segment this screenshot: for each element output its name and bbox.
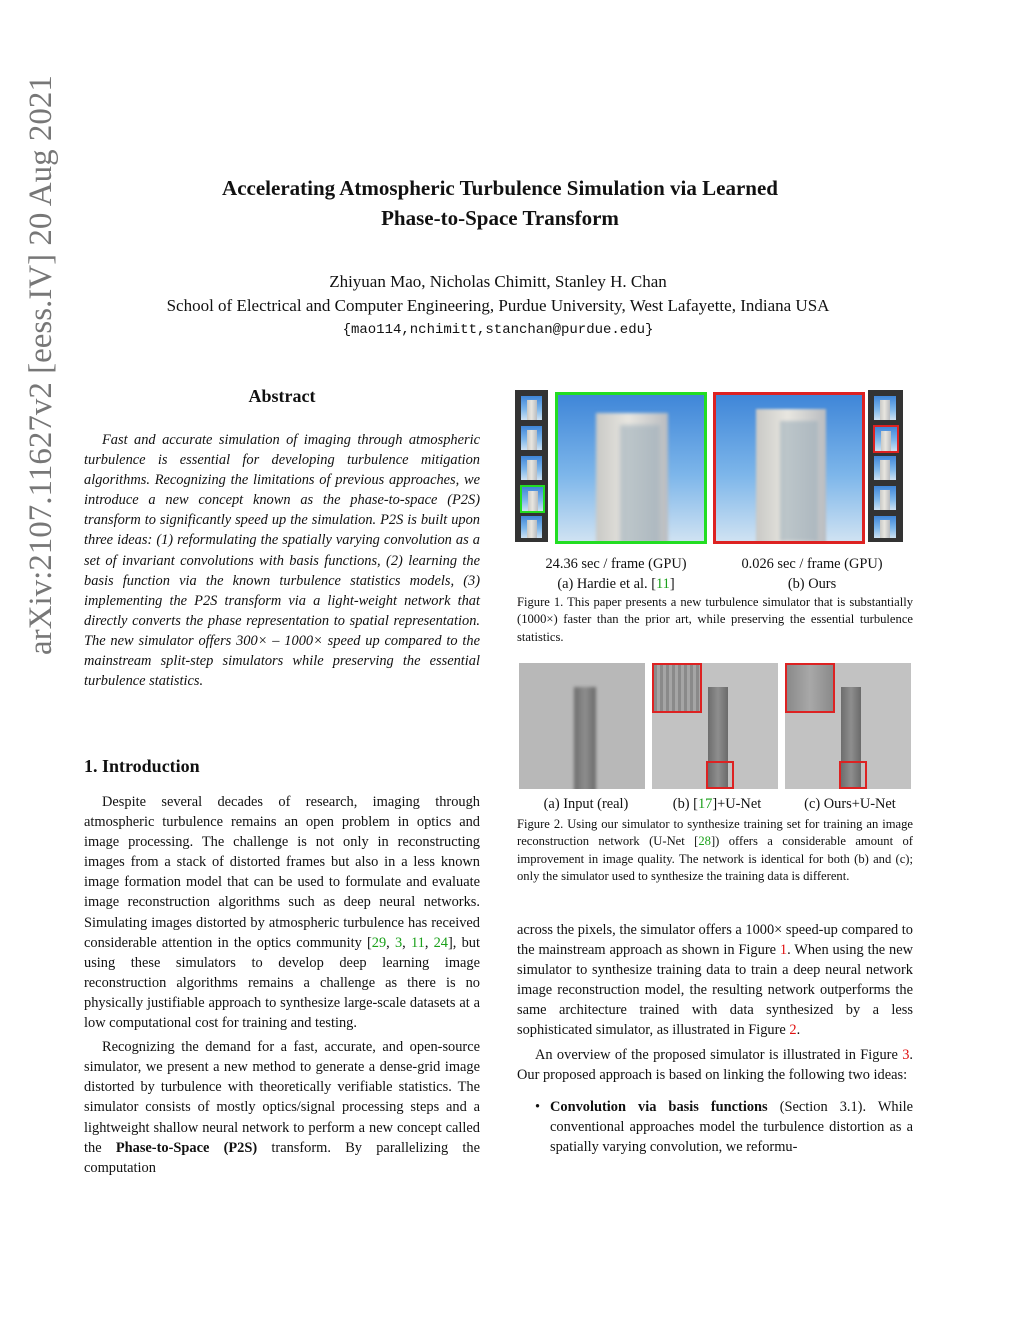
figure-reference-link[interactable]: 1	[779, 942, 788, 959]
citation-link[interactable]: 28	[698, 834, 711, 849]
figure-2-label-a: (a) Input (real)	[543, 796, 629, 812]
zoom-region-box	[839, 761, 867, 789]
author-names: Zhiyuan Mao, Nicholas Chimitt, Stanley H. Chan	[329, 272, 667, 291]
author-emails: {mao114,nchimitt,stanchan@purdue.edu}	[342, 322, 654, 338]
abstract-text: Fast and accurate simulation of imaging through atmospheric turbulence is essential for developing turbulence mitigation algorithms. Recognizing the limitations of previous approaches, we introduce a new concept known as the phase-to-space (P2S) transform to significantly speed up the simulation. P2S is built upon three ideas: (1) reformulating the spatially varying convolution as a set of invariant convolutions with basis functions, (2) learning the basis function via the known turbulence statistics models, (3) implementing the P2S transform via a light-weight network that directly converts the phase representation to spatial representation. The new simulator offers 300× – 1000× speed up compared to the mainstream split-step simulators while preserving the essential turbulence statistics.	[84, 432, 480, 690]
intro-paragraph-2: Recognizing the demand for a fast, accurate, and open-source simulator, we present a new method to generate a dense-grid image distorted by turbulence with theoretically verifiable statistics. The simulator consists of mostly optics/signal processing steps and a lightweight shallow neural network to perform a new concept called the Phase-to-Space (P2S) transform. By parallelizing the computation	[84, 1039, 480, 1176]
zoom-inset	[785, 663, 835, 713]
affiliation: School of Electrical and Computer Engineering, Purdue University, West Lafayette, Indiana USA	[166, 296, 830, 315]
zoom-region-box	[706, 761, 734, 789]
input-real-image	[519, 663, 645, 789]
citation-link[interactable]: 24	[433, 934, 448, 951]
figure-reference-link[interactable]: 2	[789, 1022, 797, 1039]
title-line-1: Accelerating Atmospheric Turbulence Simulation via Learned	[222, 176, 778, 200]
right-paragraph-2: An overview of the proposed simulator is illustrated in Figure 3. Our proposed approach is based on linking the following two ideas:	[517, 1046, 913, 1083]
film-frame	[874, 486, 896, 510]
film-frame	[874, 396, 896, 420]
film-frame	[521, 426, 542, 450]
ours-simulation-image	[713, 392, 865, 544]
abstract-heading: Abstract	[248, 386, 316, 406]
citation-link[interactable]: 17	[697, 796, 713, 812]
citation-link[interactable]: 11	[410, 934, 425, 951]
introduction-body	[84, 792, 480, 1182]
author-block	[0, 270, 996, 318]
film-frame	[874, 516, 896, 538]
zoom-inset	[652, 663, 702, 713]
ours-unet-image	[785, 663, 911, 789]
right-column-body	[517, 920, 913, 1157]
film-frame	[521, 516, 542, 538]
title-line-2: Phase-to-Space Transform	[381, 206, 619, 230]
arxiv-identifier: arXiv:2107.11627v2 [eess.IV] 20 Aug 2021	[23, 75, 59, 655]
paper-title	[0, 173, 1000, 233]
figure-2-caption: Figure 2. Using our simulator to synthesize training set for training an image reconstruction network (U-Net [28]) offers a considerable amount of improvement in image quality. The network is identical for both (b) and (c); only the simulator used to synthesize the training data is different.	[517, 817, 913, 884]
intro-paragraph-1: Despite several decades of research, imaging through atmospheric turbulence remains an open problem in optics and image processing. The challenge is not only in reconstructing images from a stack of distorted frames but also in a less known image formation model that can be used to formulate and evaluate image reconstruction algorithms such as deep neural networks. Simulating images distorted by atmospheric turbulence has received considerable attention in the optics community [29, 3, 11, 24], but using these simulators to develop deep learning image reconstruction algorithms remains a challenge as there is no physically justifiable approach to synthesize large-scale datasets at a low computational cost for training and testing.	[84, 794, 480, 1032]
figure-2-label-c: (c) Ours+U-Net	[804, 796, 896, 812]
citation-link[interactable]: 29	[371, 934, 387, 951]
film-frame	[521, 456, 542, 480]
figure-1-left-label: 24.36 sec / frame (GPU) (a) Hardie et al. [11]	[545, 556, 687, 592]
bullet-icon: •	[535, 1098, 541, 1115]
baseline-unet-image	[652, 663, 778, 789]
film-frame-selected	[873, 425, 899, 453]
bullet-item: • Convolution via basis functions (Section 3.1). While conventional approaches model the turbulence distortion as a spatially varying convolution, we reformu-	[535, 1098, 914, 1155]
film-frame	[521, 396, 542, 420]
figure-2-label-b: (b) [17]+U-Net	[672, 796, 762, 812]
figure-reference-link[interactable]: 3	[902, 1046, 910, 1063]
citation-link[interactable]: 3	[394, 934, 403, 951]
film-frame-selected	[520, 485, 545, 513]
film-frame	[874, 456, 896, 480]
introduction-heading: 1. Introduction	[84, 756, 200, 776]
figure-1-right-label: 0.026 sec / frame (GPU) (b) Ours	[741, 556, 883, 592]
citation-link[interactable]: 11	[656, 576, 670, 592]
right-paragraph-1: across the pixels, the simulator offers a 1000× speed-up compared to the mainstream approach as shown in Figure 1. When using the new simulator to synthesize training data to train a deep neural network image reconstruction model, the resulting network outperforms the same architecture trained with data synthesized by a less sophisticated simulator, as illustrated in Figure 2.	[517, 922, 913, 1039]
hardie-simulation-image	[555, 392, 707, 544]
figure-2	[519, 663, 911, 791]
figure-1	[515, 390, 915, 550]
figure-1-caption: Figure 1. This paper presents a new turbulence simulator that is substantially (1000×) faster than the prior art, while preserving the essential turbulence statistics.	[517, 595, 913, 644]
